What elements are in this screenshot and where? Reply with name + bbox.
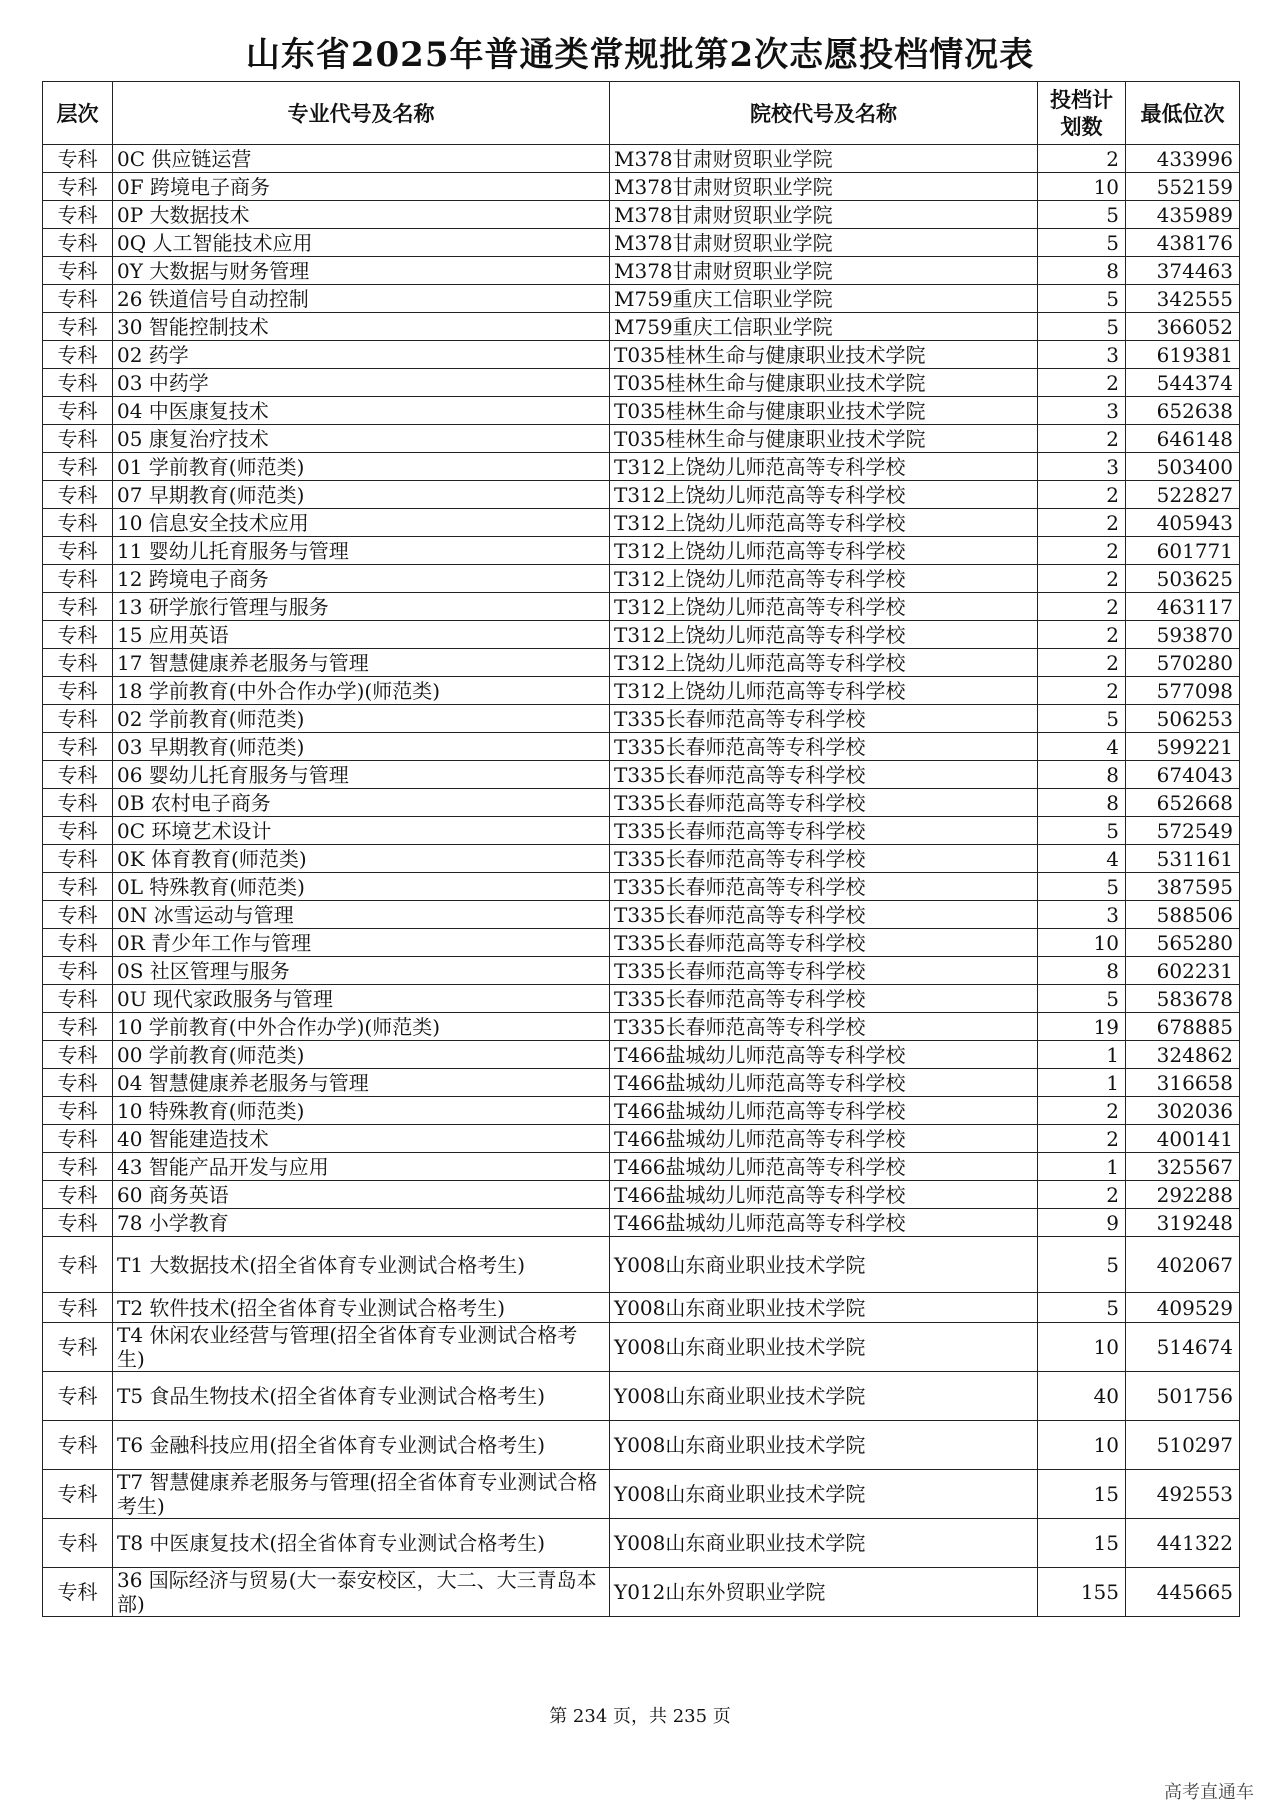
cell-major: 0U 现代家政服务与管理 [113, 985, 610, 1013]
cell-level: 专科 [43, 1153, 113, 1181]
cell-rank: 409529 [1126, 1293, 1240, 1323]
cell-school: Y012山东外贸职业学院 [610, 1568, 1038, 1617]
watermark: 高考直通车 [1164, 1782, 1254, 1803]
cell-major: 0F 跨境电子商务 [113, 173, 610, 201]
cell-school: T466盐城幼儿师范高等专科学校 [610, 1209, 1038, 1237]
cell-school: T312上饶幼儿师范高等专科学校 [610, 565, 1038, 593]
cell-school: M759重庆工信职业学院 [610, 285, 1038, 313]
cell-school: T466盐城幼儿师范高等专科学校 [610, 1153, 1038, 1181]
cell-major: 15 应用英语 [113, 621, 610, 649]
cell-rank: 387595 [1126, 873, 1240, 901]
header-level: 层次 [43, 82, 113, 145]
cell-school: T035桂林生命与健康职业技术学院 [610, 369, 1038, 397]
cell-major: 01 学前教育(师范类) [113, 453, 610, 481]
cell-plan: 19 [1038, 1013, 1126, 1041]
cell-school: T335长春师范高等专科学校 [610, 1013, 1038, 1041]
cell-plan: 1 [1038, 1069, 1126, 1097]
cell-level: 专科 [43, 1013, 113, 1041]
cell-rank: 366052 [1126, 313, 1240, 341]
cell-rank: 602231 [1126, 957, 1240, 985]
cell-major: 03 中药学 [113, 369, 610, 397]
cell-rank: 441322 [1126, 1519, 1240, 1568]
table-row [43, 1125, 1240, 1153]
cell-school: T312上饶幼儿师范高等专科学校 [610, 621, 1038, 649]
cell-level: 专科 [43, 1097, 113, 1125]
cell-rank: 433996 [1126, 145, 1240, 173]
cell-level: 专科 [43, 1519, 113, 1568]
cell-rank: 514674 [1126, 1323, 1240, 1372]
table-row [43, 621, 1240, 649]
cell-level: 专科 [43, 397, 113, 425]
cell-major: 0P 大数据技术 [113, 201, 610, 229]
cell-plan: 5 [1038, 705, 1126, 733]
cell-rank: 601771 [1126, 537, 1240, 565]
cell-school: T466盐城幼儿师范高等专科学校 [610, 1181, 1038, 1209]
cell-school: M759重庆工信职业学院 [610, 313, 1038, 341]
cell-level: 专科 [43, 1069, 113, 1097]
cell-plan: 2 [1038, 145, 1126, 173]
cell-major: 78 小学教育 [113, 1209, 610, 1237]
table-row [43, 1153, 1240, 1181]
cell-plan: 2 [1038, 621, 1126, 649]
cell-school: T466盐城幼儿师范高等专科学校 [610, 1041, 1038, 1069]
cell-level: 专科 [43, 1181, 113, 1209]
cell-major: T5 食品生物技术(招全省体育专业测试合格考生) [113, 1372, 610, 1421]
cell-plan: 5 [1038, 873, 1126, 901]
cell-rank: 588506 [1126, 901, 1240, 929]
table-row [43, 901, 1240, 929]
table-row [43, 1421, 1240, 1470]
cell-plan: 2 [1038, 369, 1126, 397]
table-row [43, 509, 1240, 537]
cell-rank: 599221 [1126, 733, 1240, 761]
cell-plan: 5 [1038, 1237, 1126, 1293]
cell-rank: 438176 [1126, 229, 1240, 257]
cell-rank: 302036 [1126, 1097, 1240, 1125]
cell-rank: 374463 [1126, 257, 1240, 285]
table-row [43, 425, 1240, 453]
cell-level: 专科 [43, 313, 113, 341]
cell-rank: 405943 [1126, 509, 1240, 537]
table-row [43, 677, 1240, 705]
table-row [43, 481, 1240, 509]
cell-rank: 652638 [1126, 397, 1240, 425]
cell-level: 专科 [43, 285, 113, 313]
cell-plan: 40 [1038, 1372, 1126, 1421]
cell-major: 40 智能建造技术 [113, 1125, 610, 1153]
header-school: 院校代号及名称 [610, 82, 1038, 145]
cell-plan: 8 [1038, 957, 1126, 985]
table-row [43, 229, 1240, 257]
table-row [43, 1519, 1240, 1568]
table-row [43, 845, 1240, 873]
cell-major: 43 智能产品开发与应用 [113, 1153, 610, 1181]
cell-rank: 492553 [1126, 1470, 1240, 1519]
cell-plan: 4 [1038, 845, 1126, 873]
cell-level: 专科 [43, 873, 113, 901]
cell-level: 专科 [43, 901, 113, 929]
cell-rank: 324862 [1126, 1041, 1240, 1069]
cell-school: T312上饶幼儿师范高等专科学校 [610, 509, 1038, 537]
cell-plan: 3 [1038, 901, 1126, 929]
cell-major: 13 研学旅行管理与服务 [113, 593, 610, 621]
cell-plan: 8 [1038, 257, 1126, 285]
cell-plan: 2 [1038, 537, 1126, 565]
cell-school: M378甘肃财贸职业学院 [610, 201, 1038, 229]
cell-level: 专科 [43, 593, 113, 621]
cell-major: 0S 社区管理与服务 [113, 957, 610, 985]
cell-rank: 572549 [1126, 817, 1240, 845]
cell-level: 专科 [43, 705, 113, 733]
cell-major: 06 婴幼儿托育服务与管理 [113, 761, 610, 789]
cell-plan: 10 [1038, 1421, 1126, 1470]
cell-major: 10 信息安全技术应用 [113, 509, 610, 537]
cell-level: 专科 [43, 1209, 113, 1237]
cell-rank: 435989 [1126, 201, 1240, 229]
admission-table [42, 81, 1240, 1617]
cell-rank: 316658 [1126, 1069, 1240, 1097]
cell-level: 专科 [43, 677, 113, 705]
table-row [43, 929, 1240, 957]
cell-major: 11 婴幼儿托育服务与管理 [113, 537, 610, 565]
table-row [43, 705, 1240, 733]
cell-rank: 583678 [1126, 985, 1240, 1013]
table-row [43, 817, 1240, 845]
cell-rank: 292288 [1126, 1181, 1240, 1209]
cell-plan: 4 [1038, 733, 1126, 761]
cell-plan: 8 [1038, 789, 1126, 817]
cell-school: T335长春师范高等专科学校 [610, 985, 1038, 1013]
cell-major: 0Y 大数据与财务管理 [113, 257, 610, 285]
cell-plan: 5 [1038, 229, 1126, 257]
cell-school: T335长春师范高等专科学校 [610, 705, 1038, 733]
page-title: 山东省2025年普通类常规批第2次志愿投档情况表 [245, 35, 1035, 75]
cell-plan: 10 [1038, 173, 1126, 201]
header-rank: 最低位次 [1126, 82, 1240, 145]
cell-level: 专科 [43, 1125, 113, 1153]
cell-plan: 9 [1038, 1209, 1126, 1237]
cell-plan: 155 [1038, 1568, 1126, 1617]
table-row [43, 1372, 1240, 1421]
cell-plan: 5 [1038, 285, 1126, 313]
cell-major: 05 康复治疗技术 [113, 425, 610, 453]
cell-major: 0R 青少年工作与管理 [113, 929, 610, 957]
cell-plan: 2 [1038, 425, 1126, 453]
cell-level: 专科 [43, 761, 113, 789]
cell-level: 专科 [43, 1041, 113, 1069]
cell-rank: 325567 [1126, 1153, 1240, 1181]
cell-plan: 2 [1038, 481, 1126, 509]
table-row [43, 341, 1240, 369]
cell-plan: 10 [1038, 1323, 1126, 1372]
table-row [43, 285, 1240, 313]
cell-level: 专科 [43, 985, 113, 1013]
cell-school: Y008山东商业职业技术学院 [610, 1470, 1038, 1519]
cell-major: 00 学前教育(师范类) [113, 1041, 610, 1069]
cell-plan: 8 [1038, 761, 1126, 789]
cell-plan: 2 [1038, 677, 1126, 705]
cell-school: M378甘肃财贸职业学院 [610, 229, 1038, 257]
cell-major: 0L 特殊教育(师范类) [113, 873, 610, 901]
cell-rank: 619381 [1126, 341, 1240, 369]
cell-major: 02 学前教育(师范类) [113, 705, 610, 733]
cell-level: 专科 [43, 145, 113, 173]
cell-major: 0B 农村电子商务 [113, 789, 610, 817]
cell-level: 专科 [43, 621, 113, 649]
cell-rank: 501756 [1126, 1372, 1240, 1421]
cell-major: 26 铁道信号自动控制 [113, 285, 610, 313]
cell-school: T335长春师范高等专科学校 [610, 733, 1038, 761]
cell-plan: 3 [1038, 341, 1126, 369]
cell-plan: 1 [1038, 1153, 1126, 1181]
cell-plan: 3 [1038, 397, 1126, 425]
table-row [43, 313, 1240, 341]
cell-level: 专科 [43, 789, 113, 817]
cell-level: 专科 [43, 733, 113, 761]
cell-level: 专科 [43, 425, 113, 453]
cell-school: M378甘肃财贸职业学院 [610, 257, 1038, 285]
cell-rank: 652668 [1126, 789, 1240, 817]
cell-rank: 577098 [1126, 677, 1240, 705]
header-major: 专业代号及名称 [113, 82, 610, 145]
table-row [43, 369, 1240, 397]
cell-major: 04 智慧健康养老服务与管理 [113, 1069, 610, 1097]
cell-school: Y008山东商业职业技术学院 [610, 1519, 1038, 1568]
cell-rank: 402067 [1126, 1237, 1240, 1293]
cell-school: T312上饶幼儿师范高等专科学校 [610, 677, 1038, 705]
cell-plan: 5 [1038, 313, 1126, 341]
table-row [43, 201, 1240, 229]
cell-level: 专科 [43, 1293, 113, 1323]
cell-rank: 544374 [1126, 369, 1240, 397]
cell-level: 专科 [43, 453, 113, 481]
cell-school: T335长春师范高等专科学校 [610, 957, 1038, 985]
table-row [43, 873, 1240, 901]
cell-level: 专科 [43, 565, 113, 593]
table-row [43, 985, 1240, 1013]
cell-school: T312上饶幼儿师范高等专科学校 [610, 481, 1038, 509]
cell-major: 10 学前教育(中外合作办学)(师范类) [113, 1013, 610, 1041]
table-row [43, 649, 1240, 677]
cell-major: 02 药学 [113, 341, 610, 369]
table-row [43, 1069, 1240, 1097]
cell-major: 18 学前教育(中外合作办学)(师范类) [113, 677, 610, 705]
cell-level: 专科 [43, 845, 113, 873]
cell-major: 0Q 人工智能技术应用 [113, 229, 610, 257]
cell-school: T335长春师范高等专科学校 [610, 789, 1038, 817]
table-row [43, 1041, 1240, 1069]
cell-plan: 5 [1038, 985, 1126, 1013]
cell-major: 30 智能控制技术 [113, 313, 610, 341]
table-row [43, 1323, 1240, 1372]
cell-school: T335长春师范高等专科学校 [610, 929, 1038, 957]
cell-rank: 463117 [1126, 593, 1240, 621]
cell-school: Y008山东商业职业技术学院 [610, 1421, 1038, 1470]
table-row [43, 761, 1240, 789]
cell-plan: 5 [1038, 817, 1126, 845]
cell-level: 专科 [43, 1470, 113, 1519]
table-row [43, 957, 1240, 985]
cell-level: 专科 [43, 369, 113, 397]
cell-major: 12 跨境电子商务 [113, 565, 610, 593]
cell-school: T312上饶幼儿师范高等专科学校 [610, 453, 1038, 481]
cell-level: 专科 [43, 957, 113, 985]
cell-major: 07 早期教育(师范类) [113, 481, 610, 509]
cell-rank: 445665 [1126, 1568, 1240, 1617]
cell-school: T466盐城幼儿师范高等专科学校 [610, 1125, 1038, 1153]
cell-major: 17 智慧健康养老服务与管理 [113, 649, 610, 677]
table-row [43, 789, 1240, 817]
cell-school: T335长春师范高等专科学校 [610, 901, 1038, 929]
header-plan: 投档计划数 [1038, 82, 1126, 145]
cell-school: T335长春师范高等专科学校 [610, 873, 1038, 901]
cell-plan: 3 [1038, 453, 1126, 481]
cell-major: 60 商务英语 [113, 1181, 610, 1209]
cell-level: 专科 [43, 929, 113, 957]
cell-major: 36 国际经济与贸易(大一泰安校区，大二、大三青岛本部) [113, 1568, 610, 1617]
cell-major: T7 智慧健康养老服务与管理(招全省体育专业测试合格考生) [113, 1470, 610, 1519]
cell-plan: 1 [1038, 1041, 1126, 1069]
table-row [43, 453, 1240, 481]
cell-level: 专科 [43, 509, 113, 537]
table-row [43, 145, 1240, 173]
cell-rank: 400141 [1126, 1125, 1240, 1153]
cell-school: T335长春师范高等专科学校 [610, 845, 1038, 873]
cell-school: T335长春师范高等专科学校 [610, 817, 1038, 845]
cell-major: T8 中医康复技术(招全省体育专业测试合格考生) [113, 1519, 610, 1568]
table-row [43, 1181, 1240, 1209]
cell-level: 专科 [43, 1568, 113, 1617]
cell-plan: 15 [1038, 1470, 1126, 1519]
cell-plan: 2 [1038, 509, 1126, 537]
cell-plan: 2 [1038, 593, 1126, 621]
table-row [43, 565, 1240, 593]
table-row [43, 1568, 1240, 1617]
table-row [43, 1013, 1240, 1041]
cell-school: Y008山东商业职业技术学院 [610, 1237, 1038, 1293]
cell-rank: 506253 [1126, 705, 1240, 733]
cell-plan: 2 [1038, 649, 1126, 677]
cell-level: 专科 [43, 201, 113, 229]
cell-school: M378甘肃财贸职业学院 [610, 173, 1038, 201]
cell-rank: 593870 [1126, 621, 1240, 649]
table-row [43, 593, 1240, 621]
cell-plan: 10 [1038, 929, 1126, 957]
cell-plan: 15 [1038, 1519, 1126, 1568]
table-header-row [43, 82, 1240, 145]
cell-major: T1 大数据技术(招全省体育专业测试合格考生) [113, 1237, 610, 1293]
cell-level: 专科 [43, 1372, 113, 1421]
cell-plan: 2 [1038, 1097, 1126, 1125]
cell-rank: 342555 [1126, 285, 1240, 313]
cell-school: T466盐城幼儿师范高等专科学校 [610, 1069, 1038, 1097]
page-footer: 第 234 页，共 235 页 [549, 1706, 731, 1727]
cell-level: 专科 [43, 1421, 113, 1470]
cell-major: 0C 供应链运营 [113, 145, 610, 173]
cell-level: 专科 [43, 1323, 113, 1372]
cell-major: 10 特殊教育(师范类) [113, 1097, 610, 1125]
cell-school: T335长春师范高等专科学校 [610, 761, 1038, 789]
cell-rank: 570280 [1126, 649, 1240, 677]
cell-level: 专科 [43, 537, 113, 565]
cell-major: 0C 环境艺术设计 [113, 817, 610, 845]
table-row [43, 173, 1240, 201]
table-row [43, 537, 1240, 565]
cell-level: 专科 [43, 341, 113, 369]
cell-plan: 2 [1038, 1125, 1126, 1153]
cell-major: T4 休闲农业经营与管理(招全省体育专业测试合格考生) [113, 1323, 610, 1372]
cell-major: T6 金融科技应用(招全省体育专业测试合格考生) [113, 1421, 610, 1470]
cell-level: 专科 [43, 1237, 113, 1293]
table-row [43, 1209, 1240, 1237]
cell-major: 0K 体育教育(师范类) [113, 845, 610, 873]
cell-school: T466盐城幼儿师范高等专科学校 [610, 1097, 1038, 1125]
cell-plan: 2 [1038, 565, 1126, 593]
cell-school: T035桂林生命与健康职业技术学院 [610, 425, 1038, 453]
table-row [43, 1470, 1240, 1519]
cell-plan: 2 [1038, 1181, 1126, 1209]
cell-rank: 678885 [1126, 1013, 1240, 1041]
table-row [43, 397, 1240, 425]
cell-major: 0N 冰雪运动与管理 [113, 901, 610, 929]
cell-major: 03 早期教育(师范类) [113, 733, 610, 761]
cell-rank: 531161 [1126, 845, 1240, 873]
table-row [43, 1237, 1240, 1293]
cell-level: 专科 [43, 649, 113, 677]
cell-school: T312上饶幼儿师范高等专科学校 [610, 649, 1038, 677]
cell-school: Y008山东商业职业技术学院 [610, 1323, 1038, 1372]
cell-level: 专科 [43, 481, 113, 509]
cell-rank: 674043 [1126, 761, 1240, 789]
cell-plan: 5 [1038, 1293, 1126, 1323]
cell-level: 专科 [43, 257, 113, 285]
cell-school: Y008山东商业职业技术学院 [610, 1293, 1038, 1323]
cell-rank: 503625 [1126, 565, 1240, 593]
cell-rank: 319248 [1126, 1209, 1240, 1237]
table-body [43, 145, 1240, 1617]
cell-plan: 5 [1038, 201, 1126, 229]
cell-school: T312上饶幼儿师范高等专科学校 [610, 537, 1038, 565]
cell-rank: 510297 [1126, 1421, 1240, 1470]
cell-rank: 503400 [1126, 453, 1240, 481]
cell-level: 专科 [43, 229, 113, 257]
cell-rank: 522827 [1126, 481, 1240, 509]
cell-rank: 646148 [1126, 425, 1240, 453]
cell-school: Y008山东商业职业技术学院 [610, 1372, 1038, 1421]
cell-school: T035桂林生命与健康职业技术学院 [610, 341, 1038, 369]
table-row [43, 733, 1240, 761]
table-row [43, 1293, 1240, 1323]
table-row [43, 257, 1240, 285]
cell-school: M378甘肃财贸职业学院 [610, 145, 1038, 173]
table-row [43, 1097, 1240, 1125]
cell-level: 专科 [43, 173, 113, 201]
cell-school: T312上饶幼儿师范高等专科学校 [610, 593, 1038, 621]
cell-major: T2 软件技术(招全省体育专业测试合格考生) [113, 1293, 610, 1323]
cell-rank: 565280 [1126, 929, 1240, 957]
cell-school: T035桂林生命与健康职业技术学院 [610, 397, 1038, 425]
cell-major: 04 中医康复技术 [113, 397, 610, 425]
cell-level: 专科 [43, 817, 113, 845]
cell-rank: 552159 [1126, 173, 1240, 201]
